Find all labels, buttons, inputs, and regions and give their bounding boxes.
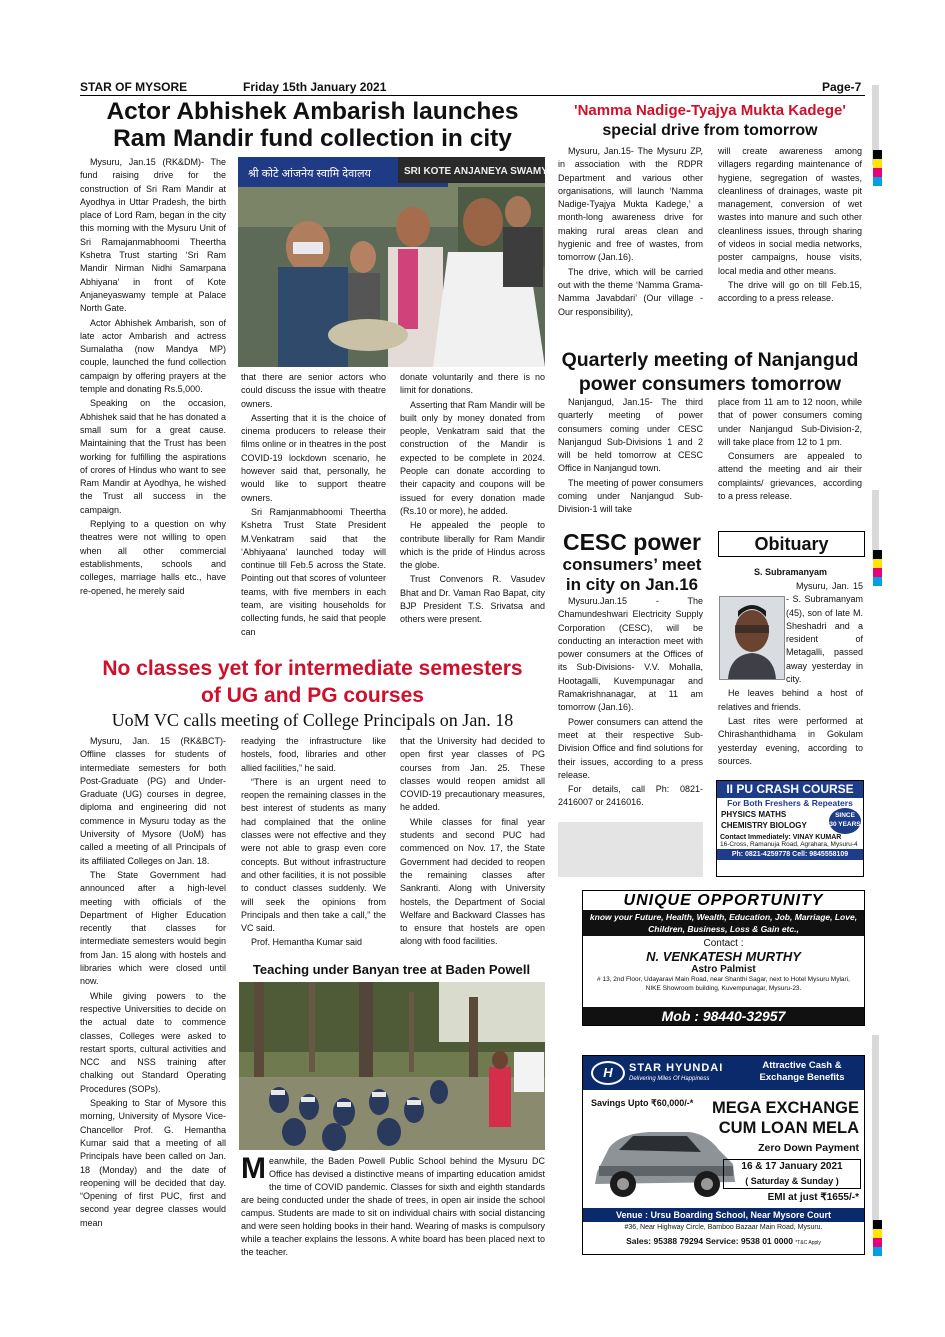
paragraph: Power consumers can attend the meet at their respective Sub-Division Office and find solutions for their issues, according to a press release. bbox=[558, 716, 703, 780]
photo-illustration bbox=[238, 157, 548, 367]
astro-ad-title: UNIQUE OPPORTUNITY bbox=[583, 891, 864, 910]
pu-ad-subjects2: CHEMISTRY BIOLOGY bbox=[721, 821, 807, 830]
classes-column-1 bbox=[80, 735, 226, 1270]
hyundai-ad-tagline: Delivering Miles Of Happiness bbox=[629, 1076, 710, 1082]
hyundai-ad-venue: Venue : Ursu Boarding School, Near Mysore Court bbox=[583, 1208, 864, 1222]
cesc-headline-line1: CESC power bbox=[562, 529, 702, 555]
pu-ad-subjects1: PHYSICS MATHS bbox=[721, 810, 787, 819]
paragraph: Mysuru, Jan. 15 - S. Subramanyam (45), son of late M. Sheshadri and a resident of Metagalli, passed away yesterday in city. bbox=[786, 581, 863, 685]
nanjangud-column-1 bbox=[558, 396, 703, 526]
cesc-body bbox=[558, 595, 703, 808]
lead-headline bbox=[80, 98, 545, 152]
obituary-title: Obituary bbox=[718, 531, 865, 557]
page-number: Page-7 bbox=[822, 80, 862, 94]
astro-ad-band: know your Future, Health, Wealth, Education, Job, Marriage, Love, Children, Business, Loss & Gain etc., bbox=[583, 910, 864, 936]
temple-sign-english: SRI KOTE ANJANEYA SWAMY bbox=[404, 166, 548, 177]
classes-headline-line2: of UG and PG courses bbox=[201, 684, 424, 707]
nadige-headline: 'Namma Nadige-Tyajya Mukta Kadege' bbox=[574, 102, 846, 119]
hyundai-ad-offer-line2: Exchange Benefits bbox=[759, 1072, 845, 1083]
paragraph: that the University had decided to open first year classes of PG courses from Jan. 25. These classes would reopen amidst all COVID-19 precautionary measures, he added. bbox=[400, 736, 545, 813]
hyundai-ad-mega-line1: MEGA EXCHANGE bbox=[712, 1099, 859, 1117]
blank-ad-space bbox=[558, 822, 703, 877]
photo-illustration bbox=[239, 982, 545, 1150]
paragraph: that there are senior actors who could discuss the issue with theatre owners. bbox=[241, 372, 386, 409]
lead-headline-line2: Ram Mandir fund collection in city bbox=[113, 125, 512, 152]
paragraph: He appealed the people to contribute liberally for Ram Mandir which is the pride of Hindus across the globe. bbox=[400, 520, 545, 571]
hyundai-ad-dates: 16 & 17 January 2021 bbox=[741, 1161, 843, 1172]
color-registration-marks bbox=[873, 550, 882, 586]
astro-ad-name: N. VENKATESH MURTHY bbox=[646, 949, 801, 964]
paragraph: Actor Abhishek Ambarish, son of late actor Ambarish and actress Sumalatha (now Mandya MP) couple, launched the fund collection campaign by offering prayers at the temple and donating Rs.5,000. bbox=[80, 317, 226, 395]
hyundai-ad-offer bbox=[745, 1060, 859, 1084]
lead-column-3 bbox=[400, 371, 545, 656]
ram-mandir-launch-photo bbox=[238, 157, 548, 367]
astro-ad-mobile: Mob : 98440-32957 bbox=[583, 1007, 864, 1025]
paragraph: “There is an urgent need to reopen the remaining classes in the best interest of students as many had complained that the online classes were not effective and they were not able to grasp even core concepts. But without infrastructure and other facilities, it is not possible to conduct classes suddenly. We will seek the opinions from Principals and then take a call,” the VC said. bbox=[241, 776, 386, 934]
hyundai-ad-offer-line1: Attractive Cash & bbox=[762, 1060, 842, 1071]
paragraph: The drive will go on till Feb.15, according to a press release. bbox=[718, 279, 862, 304]
paragraph: readying the infrastructure like hostels, food, libraries and other allied facilities,” he said. bbox=[241, 736, 386, 773]
caption-text: eanwhile, the Baden Powell Public School behind the Mysuru DC Office has devised a distinctive means of imparting education amidst the time of COVID pandemic. Classes for sixth and eighth standards are being conducted under the shade of trees, in open air inside the school campus. Students are made to sit on individual chairs with social distancing and were seen holding books in their hand. Wearing of masks is compulsory while a teacher explains the lessons. A white board has been placed next to the teacher. bbox=[241, 1156, 545, 1257]
obituary-body bbox=[718, 580, 863, 780]
nanjangud-headline bbox=[556, 348, 864, 396]
dropcap: M bbox=[241, 1152, 266, 1185]
hyundai-ad-address: #36, Near Highway Circle, Bamboo Bazaar Main Road, Mysuru. bbox=[624, 1224, 823, 1231]
hyundai-ad-savings: Savings Upto ₹60,000/-* bbox=[591, 1098, 694, 1108]
paragraph: For details, call Ph: 0821-2416007 or 2416016. bbox=[558, 784, 703, 808]
paragraph: place from 11 am to 12 noon, while that of power consumers coming under Nanjangud Sub-Division-2, will take place from 12 to 1 pm. bbox=[718, 397, 862, 447]
hyundai-ad-zero-down: Zero Down Payment bbox=[758, 1142, 859, 1154]
paragraph: Speaking to Star of Mysore this morning, University of Mysore Vice-Chancellor Prof. G. Hemantha Kumar said that a meeting of all Principals have been called on Jan. 18 (Monday) and the date of reopening will be decided that day. “Opening of first PUC, first and second year degree classes would mean bbox=[80, 1098, 226, 1228]
paragraph: donate voluntarily and there is no limit for donations. bbox=[400, 372, 545, 396]
paragraph: Mysuru, Jan.15- The Mysuru ZP, in association with the RDPR Department and various other organisations, will launch ‘Namma Nadige-Tyajya Mukta Kadege,’ a month-long awareness drive for making rural areas clean and hygienic and free of wastes, from tomorrow (Jan.16). bbox=[558, 146, 703, 263]
classes-headline bbox=[80, 655, 545, 709]
astro-ad-address: # 13, 2nd Floor, Udayaravi Main Road, near Shanthi Sagar, next to Hotel Mysuru Mylari, NIKE Showroom building, Kuvempunagar, Mysuru-23. bbox=[597, 976, 850, 992]
pu-ad-badge-line2: 30 YEARS bbox=[829, 821, 861, 828]
hyundai-ad-brand: STAR HYUNDAI bbox=[629, 1062, 724, 1074]
paragraph: will create awareness among villagers regarding maintenance of hygiene, segregation of wastes, cleanliness of drainages, waste pit management, conversion of wet wastes into manure and such other cleanliness issues, through sharing of videos in social media networks, poster campaigns, house visits, local media and other means. bbox=[718, 146, 862, 276]
nanjangud-headline-line1: Quarterly meeting of Nanjangud bbox=[561, 349, 859, 371]
paragraph: Speaking on the occasion, Abhishek said that he has donated a small sum for a great cause. Maintaining that the Trust has been working for fulfilling the aspirations of crores of Hindus who want to see Ram Mandir at Ayodhya, he wished the Trust all success in the campaign. bbox=[80, 398, 226, 515]
pu-ad-contact: Contact Immediately: VINAY KUMAR bbox=[720, 834, 842, 841]
paragraph: Consumers are appealed to attend the meeting and air their complaints/ grievances, according to a press release. bbox=[718, 451, 862, 502]
paragraph: While giving powers to the respective Universities to decide on the actual date to commence classes, Colleges were asked to restart sports, cultural activities and NCC and NSS training after chalking out Standard Operating Procedures (SOPs). bbox=[80, 990, 226, 1094]
cesc-headline-line2: consumers’ meet bbox=[562, 555, 702, 574]
paragraph: The meeting of power consumers coming under Nanjangud Sub-Division-1 will take bbox=[558, 477, 703, 515]
lead-headline-line1: Actor Abhishek Ambarish launches bbox=[106, 98, 519, 125]
paragraph: Asserting that it is the choice of cinema producers to release their films online or in theatres in the post COVID-19 lockdown scenario, he however said that, personally, he would like to support theatre owners. bbox=[241, 412, 386, 503]
paragraph: Last rites were performed at Chirashanthidhama in Gokulam yesterday evening, according to sources. bbox=[718, 715, 863, 766]
pu-crash-course-ad bbox=[716, 780, 864, 877]
astro-palmist-ad bbox=[582, 890, 865, 1026]
pu-ad-badge-line1: SINCE bbox=[835, 812, 855, 819]
nadige-subheadline: special drive from tomorrow bbox=[602, 122, 818, 139]
pu-ad-title: II PU CRASH COURSE bbox=[717, 781, 863, 798]
pu-ad-badge bbox=[829, 808, 861, 834]
obituary-name: S. Subramanyam bbox=[753, 567, 828, 577]
cesc-headline bbox=[558, 530, 706, 595]
nanjangud-headline-line2: power consumers tomorrow bbox=[578, 373, 842, 395]
hyundai-ad-contacts bbox=[583, 1236, 864, 1246]
lead-column-1 bbox=[80, 156, 226, 656]
paragraph: The drive, which will be carried out with the theme ‘Namma Grama- Namma Javabdari’ (Our village - Our responsibility), bbox=[558, 266, 703, 317]
pu-ad-address: 16-Cross, Ramanuja Road, Agrahara, Mysuru-4 bbox=[720, 841, 858, 848]
hyundai-logo-icon: H bbox=[591, 1061, 625, 1085]
paragraph: Mysuru, Jan.15 (RK&DM)- The fund raising drive for the construction of Sri Ram Mandir at Ayodhya in Uttar Pradesh, the birth place of Lord Ram, began in the city this morning with the Mysuru Unit of Sri Ramajanmabhoomi Theertha Kshetra Trust starting ‘Sri Ram Mandir Nirman Nidhi Samarpana Abhiyana’ in front of Kote Anjaneyaswamy temple at Palace North Gate. bbox=[80, 157, 226, 314]
star-hyundai-ad bbox=[582, 1055, 865, 1255]
paragraph: The State Government had announced after a high-level meeting with officials of the Department of Higher Education recently that classes for intermediate semesters would begin from Jan. 15 along with hostels and libraries which were closed until now. bbox=[80, 869, 226, 987]
hyundai-ad-dates-box bbox=[723, 1159, 861, 1189]
hyundai-ad-tc: *T&C Apply bbox=[795, 1240, 821, 1246]
masthead: STAR OF MYSORE bbox=[80, 80, 188, 94]
nanjangud-column-2 bbox=[718, 396, 862, 526]
cesc-headline-line3: in city on Jan.16 bbox=[565, 575, 699, 594]
paragraph: Mysuru.Jan.15 - The Chamundeshwari Electricity Supply Corporation (CESC), will be conducting an interaction meet with power consumers at the Offices of its Sub-Divisions- V.V. Mohalla, Hootagalli, Kuvempunagar and Ramakrishnanagar, at 11 am tomorrow (Jan.16). bbox=[558, 596, 703, 713]
color-registration-marks bbox=[873, 1220, 882, 1256]
paragraph: Trust Convenors R. Vasudev Bhat and Dr. Vaman Rao Bapat, city BJP President T.S. Srivatsa and others were present. bbox=[400, 574, 545, 625]
paragraph: While classes for final year students and second PUC had commenced on Nov. 17, the State Government had decided to reopen the remaining classes after Sankranti. Along with University hostels, the Department of Social Welfare and Backward Classes has to ensure that hostels are open along with food facilities. bbox=[400, 816, 545, 947]
paragraph: Asserting that Ram Mandir will be built only by money donated from people, Venkatram said that the construction of the Mandir is expected to be complete in 2024. People can donate according to their capacity and coupons will be issued for every donation made (Rs.10 or more), he added. bbox=[400, 399, 545, 516]
classes-column-2 bbox=[241, 735, 386, 960]
header-rule bbox=[80, 95, 865, 96]
paragraph: Sri Ramjanmabhoomi Theertha Kshetra Trust State President M.Venkatram said that the ‘Abhiyaana’ launched today will continue till Feb.5 across the State. Pointing out that scores of volunteer teams, with five members in each team, are visiting households for collecting funds, he said that people can bbox=[241, 506, 386, 637]
classes-subhead: UoM VC calls meeting of College Principals on Jan. 18 bbox=[111, 710, 514, 730]
margin-bar bbox=[872, 1035, 879, 1230]
pu-ad-line1: For Both Freshers & Repeaters bbox=[727, 798, 853, 808]
astro-ad-contact-label: Contact : bbox=[703, 938, 744, 949]
temple-sign-text: श्री कोटे आंजनेय स्वामि देवालय bbox=[248, 168, 371, 180]
paragraph: Prof. Hemantha Kumar said bbox=[251, 937, 363, 948]
paragraph: Nanjangud, Jan.15- The third quarterly meeting of power consumers coming under CESC Nanjangud Sub-Divisions 1 and 2 will be held tomorrow at CESC Office in Nanjangud town. bbox=[558, 397, 703, 474]
hyundai-ad-mega bbox=[701, 1098, 859, 1138]
classes-column-3 bbox=[400, 735, 545, 960]
hyundai-ad-emi: EMI at just ₹1655/-* bbox=[767, 1192, 859, 1203]
paragraph: Replying to a question on why theatres were not willing to open when all other commercial establishments, schools and colleges, marriage halls etc., have re-opened, he merely said bbox=[80, 519, 226, 596]
nadige-column-1 bbox=[558, 145, 703, 343]
banyan-class-photo bbox=[239, 982, 545, 1150]
hyundai-ad-sales: Sales: 95388 79294 Service: 9538 01 0000 bbox=[626, 1236, 793, 1246]
color-registration-marks bbox=[873, 150, 882, 186]
nadige-column-2 bbox=[718, 145, 862, 343]
hyundai-ad-days: ( Saturday & Sunday ) bbox=[745, 1176, 839, 1186]
classes-headline-line1: No classes yet for intermediate semesters bbox=[102, 657, 523, 680]
paragraph: He leaves behind a host of relatives and friends. bbox=[718, 688, 863, 712]
issue-date: Friday 15th January 2021 bbox=[243, 80, 387, 94]
banyan-headline: Teaching under Banyan tree at Baden Powell bbox=[252, 962, 531, 977]
hyundai-ad-mega-line2: CUM LOAN MELA bbox=[718, 1119, 859, 1137]
pu-ad-phones: Ph: 0821-4259778 Cell: 9845558109 bbox=[717, 849, 863, 860]
astro-ad-role: Astro Palmist bbox=[691, 964, 756, 975]
lead-column-2 bbox=[241, 371, 386, 656]
paragraph: Mysuru, Jan. 15 (RK&BCT)- Offline classes for students of intermediate semesters for both Post-Graduate (PG) and Under-Graduate (UG) courses in degree, diploma and engineering did not commence in Mysuru today as the University of Mysore (UoM) has called a meeting of all Principals of its affiliated Colleges on Jan. 18. bbox=[80, 736, 226, 866]
banyan-caption bbox=[241, 1152, 545, 1270]
